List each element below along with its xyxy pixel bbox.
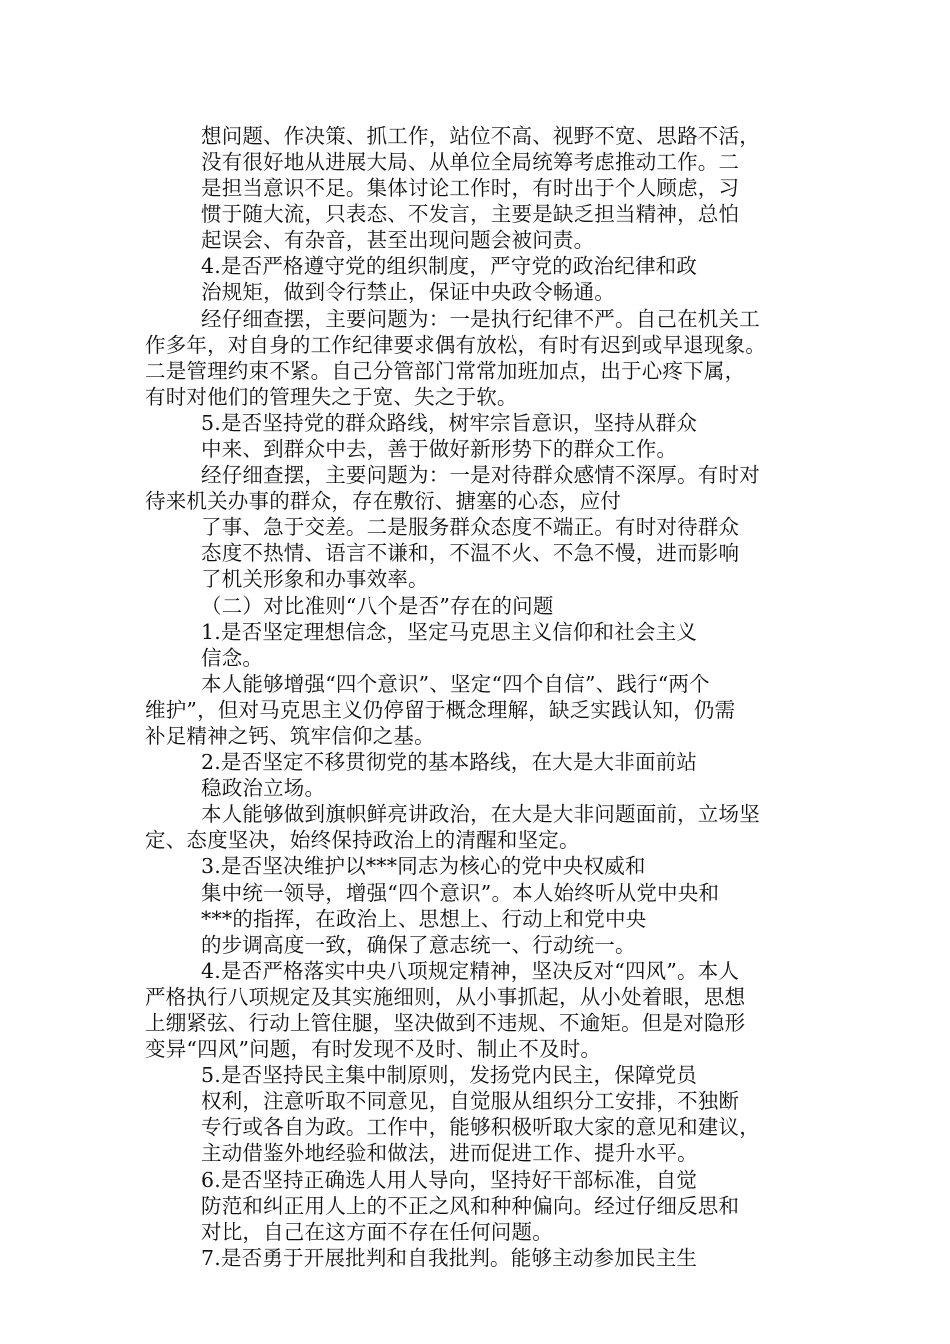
text-line: 补足精神之钙、筑牢信仰之基。 [145, 724, 435, 748]
text-line: 严格执行八项规定及其实施细则，从小事抓起，从小处着眼，思想 [145, 985, 746, 1009]
text-line: 了机关形象和办事效率。 [201, 567, 429, 591]
text-line: 经仔细查摆，主要问题为：一是执行纪律不严。自己在机关工 [201, 307, 760, 331]
text-line: 待来机关办事的群众，存在敷衍、搪塞的心态，应付 [145, 489, 622, 513]
text-line: 治规矩，做到令行禁止，保证中央政令畅通。 [201, 280, 615, 304]
text-line: 二是管理约束不紧。自己分管部门常常加班加点，出于心疼下属， [145, 359, 746, 383]
text-line: 专行或各自为政。工作中，能够积极听取大家的意见和建议， [201, 1115, 760, 1139]
text-line: 了事、急于交差。二是服务群众态度不端正。有时对待群众 [201, 515, 740, 539]
text-line: 没有很好地从进展大局、从单位全局统筹考虑推动工作。二 [201, 150, 740, 174]
text-line: 信念。 [201, 646, 264, 670]
text-line: 惯于随大流，只表态、不发言，主要是缺乏担当精神，总怕 [201, 202, 740, 226]
text-line: 上绷紧弦、行动上管住腿，坚决做到不违规、不逾矩。但是对隐形 [145, 1011, 746, 1035]
text-line: 作多年，对自身的工作纪律要求偶有放松，有时有迟到或早退现象。 [145, 333, 766, 357]
section-heading: （二）对比准则“八个是否”存在的问题 [201, 594, 554, 618]
text-line: 是担当意识不足。集体讨论工作时，有时出于个人顾虑，习 [201, 176, 740, 200]
text-line: 4.是否严格遵守党的组织制度，严守党的政治纪律和政 [201, 254, 698, 278]
text-line: 主动借鉴外地经验和做法，进而促进工作、提升水平。 [201, 1141, 698, 1165]
text-line: 想问题、作决策、抓工作，站位不高、视野不宽、思路不活， [201, 124, 760, 148]
text-line: 防范和纠正用人上的不正之风和种种偏向。经过仔细反思和 [201, 1194, 740, 1218]
text-line: 经仔细查摆，主要问题为：一是对待群众感情不深厚。有时对 [201, 463, 760, 487]
text-line: 定、态度坚决，始终保持政治上的清醒和坚定。 [145, 828, 580, 852]
text-line: 5.是否坚持党的群众路线，树牢宗旨意识，坚持从群众 [201, 411, 698, 435]
text-line: 的步调高度一致，确保了意志统一、行动统一。 [201, 933, 636, 957]
text-line: 中来、到群众中去，善于做好新形势下的群众工作。 [201, 437, 678, 461]
text-line: ***的指挥，在政治上、思想上、行动上和党中央 [201, 907, 647, 931]
text-line: 5.是否坚持民主集中制原则，发扬党内民主，保障党员 [201, 1063, 698, 1087]
text-line: 稳政治立场。 [201, 776, 326, 800]
text-line: 权利，注意听取不同意见，自觉服从组织分工安排，不独断 [201, 1089, 740, 1113]
text-line: 有时对他们的管理失之于宽、失之于软。 [145, 385, 518, 409]
text-line: 2.是否坚定不移贯彻党的基本路线，在大是大非面前站 [201, 750, 698, 774]
text-line: 本人能够做到旗帜鲜亮讲政治，在大是大非问题面前，立场坚 [201, 802, 760, 826]
text-line: 变异“四风”问题，有时发现不及时、制止不及时。 [145, 1037, 602, 1061]
text-line: 起误会、有杂音，甚至出现问题会被问责。 [201, 228, 595, 252]
text-line: 集中统一领导，增强“四个意识”。本人始终听从党中央和 [201, 881, 720, 905]
text-line: 本人能够增强“四个意识”、坚定“四个自信”、践行“两个 [201, 672, 710, 696]
text-line: 1.是否坚定理想信念，坚定马克思主义信仰和社会主义 [201, 620, 698, 644]
text-line: 对比，自己在这方面不存在任何问题。 [201, 1220, 553, 1244]
text-line: 3.是否坚决维护以***同志为核心的党中央权威和 [201, 854, 646, 878]
text-line: 6.是否坚持正确选人用人导向，坚持好干部标准，自觉 [201, 1168, 698, 1192]
text-line: 4.是否严格落实中央八项规定精神，坚决反对“四风”。本人 [201, 959, 740, 983]
text-line: 7.是否勇于开展批判和自我批判。能够主动参加民主生 [201, 1246, 698, 1270]
text-line: 态度不热情、语言不谦和，不温不火、不急不慢，进而影响 [201, 541, 740, 565]
text-line: 维护”，但对马克思主义仍停留于概念理解，缺乏实践认知，仍需 [145, 698, 736, 722]
